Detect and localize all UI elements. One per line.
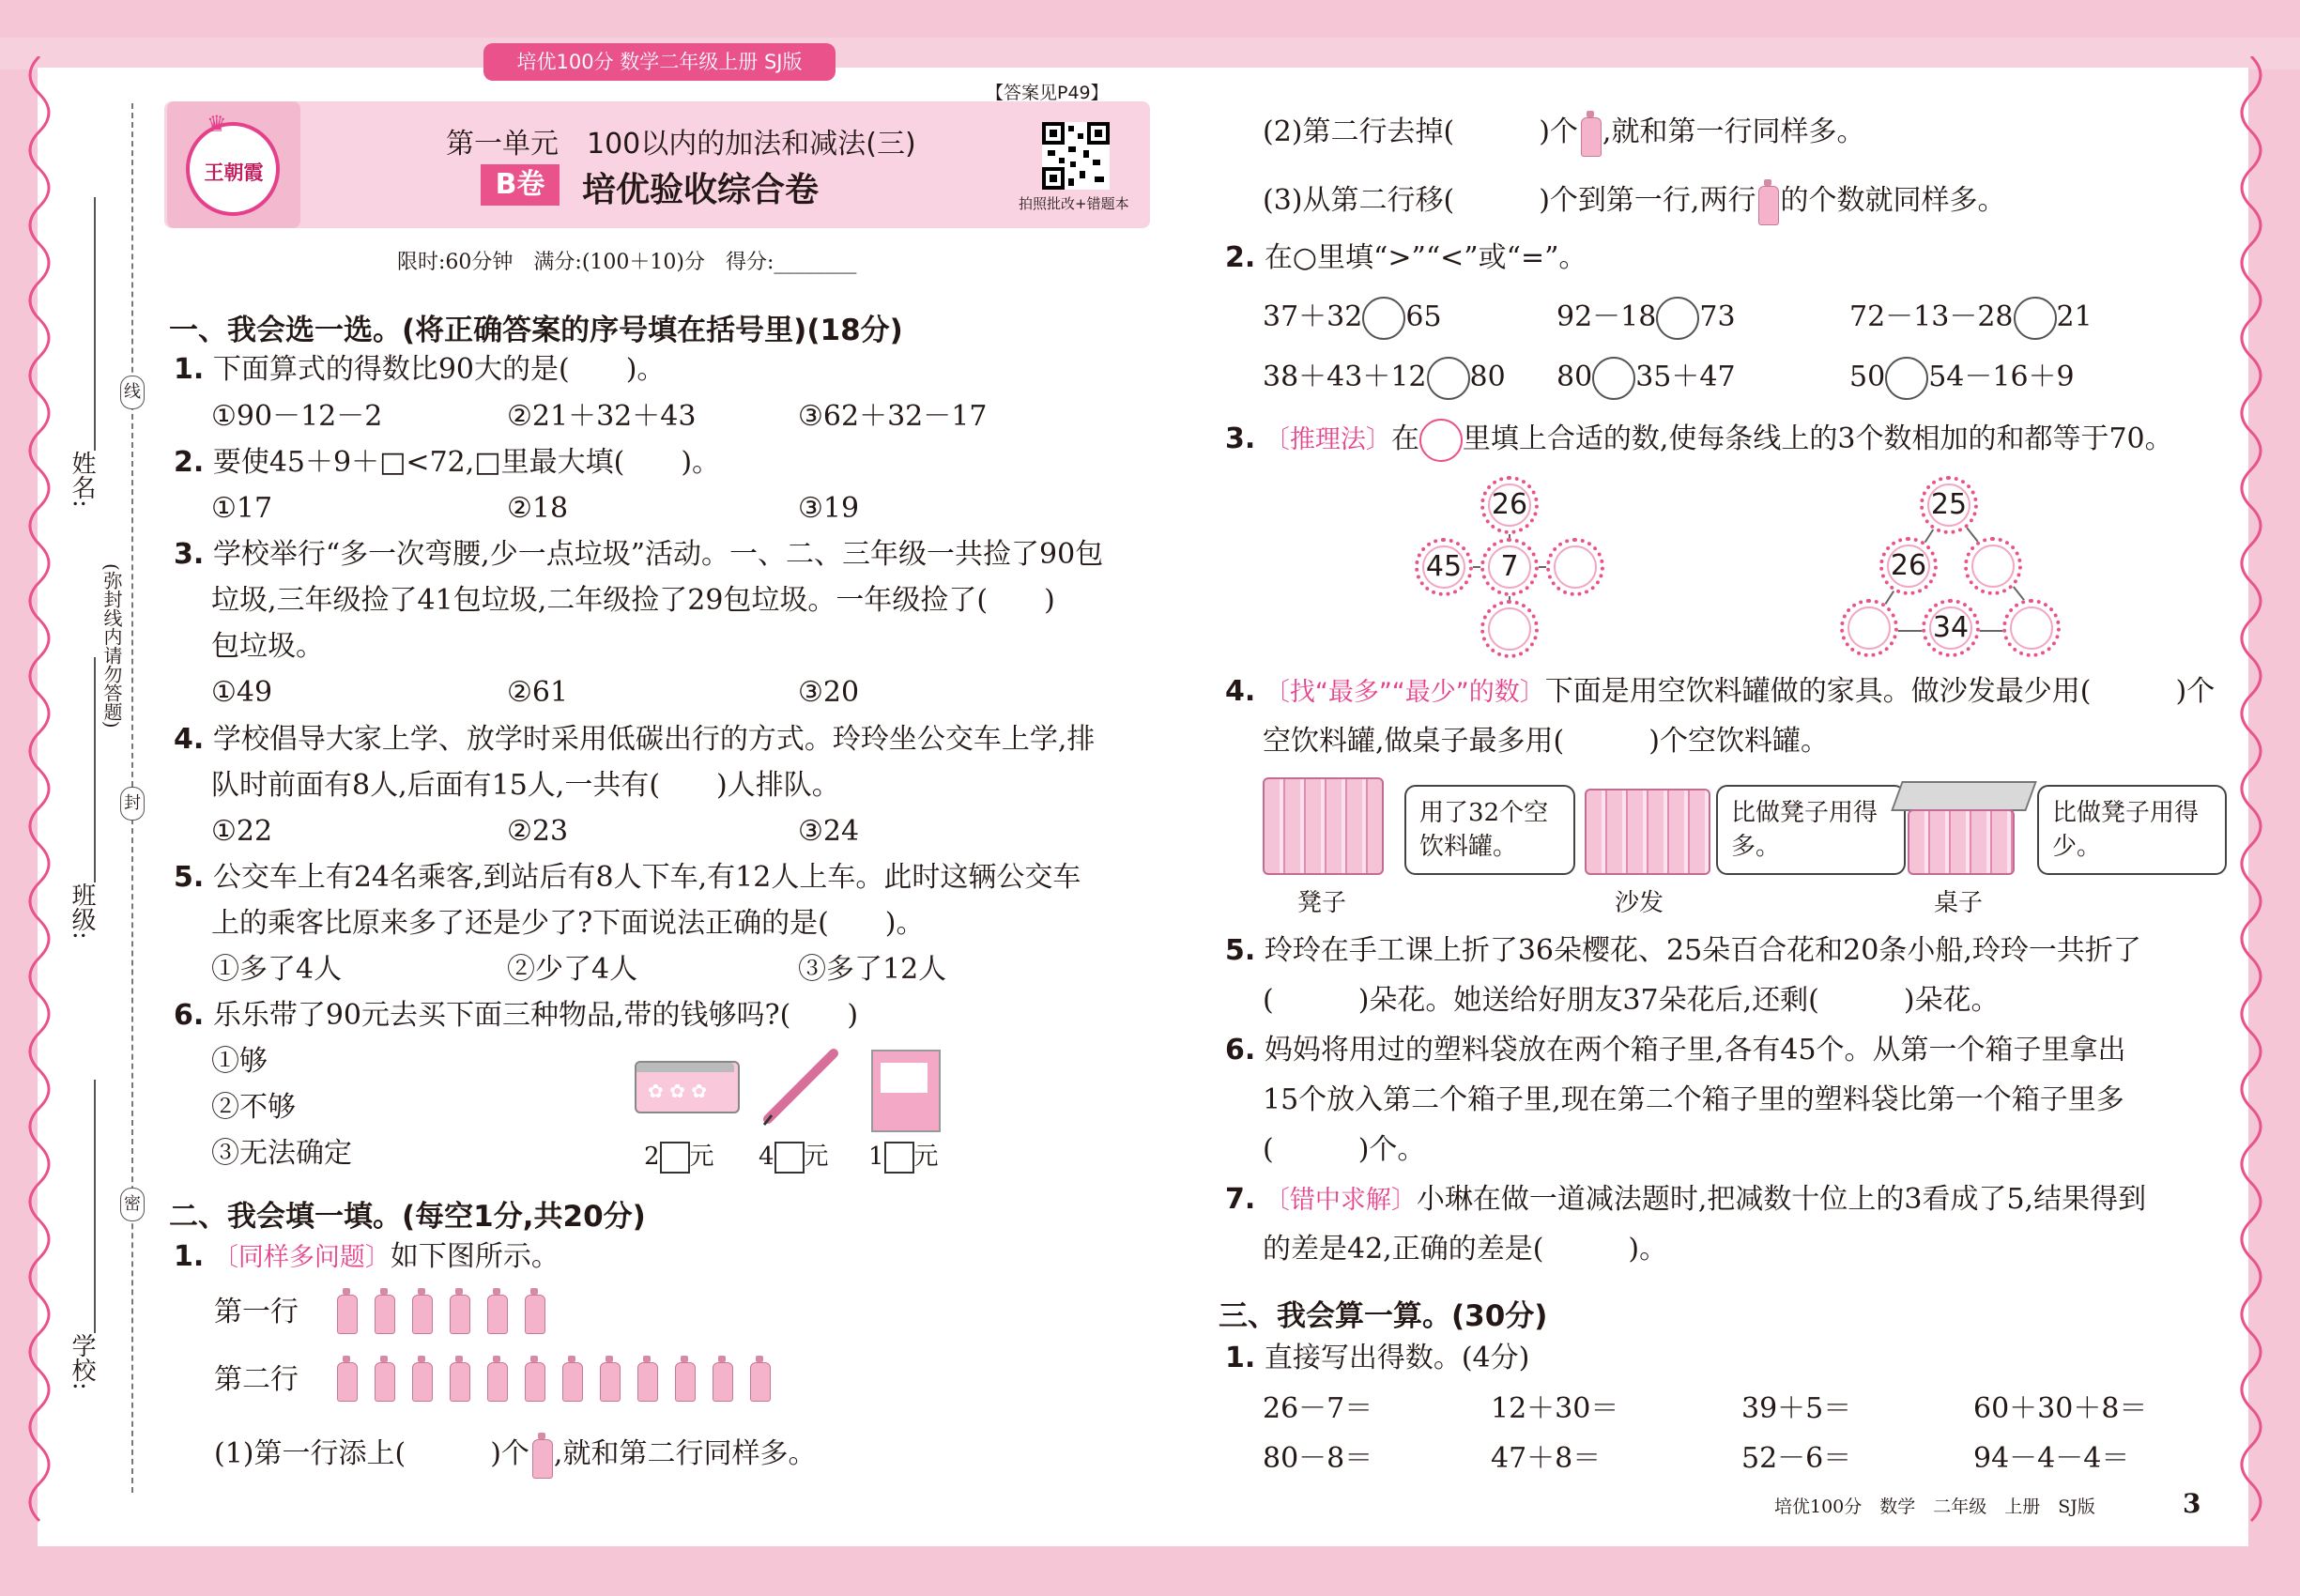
bottle-icon — [449, 1288, 469, 1333]
row2-label: 第二行 — [214, 1363, 299, 1396]
s2q4-tag: 〔找“最多”“最少”的数〕 — [1264, 678, 1545, 707]
q4-line-2: 队时前面有8人,后面有15人,一共有( )人排队。 — [211, 769, 840, 802]
top-band — [0, 38, 2300, 69]
triangle-left-mid-ring: 26 — [1879, 537, 1938, 595]
q2-option-2[interactable]: ②18 — [507, 492, 569, 525]
pen-icon — [759, 1044, 843, 1128]
bottle-icon — [524, 1288, 544, 1333]
q1-option-3[interactable]: ③62＋32－17 — [798, 400, 988, 433]
q6-option-2[interactable]: ②不够 — [211, 1091, 296, 1124]
price-pencil-case-box[interactable] — [660, 1142, 690, 1174]
triangle-right-mid-ring[interactable] — [1964, 537, 2022, 595]
compare-1: 37＋32 65 — [1263, 297, 1442, 340]
right-wave-border — [2223, 56, 2279, 1540]
bottle-icon — [449, 1356, 469, 1401]
sofa-caption: 沙发 — [1615, 889, 1664, 917]
compare-2: 92－18 73 — [1556, 297, 1736, 340]
bottle-icon — [674, 1356, 695, 1401]
triangle-bottom-mid-ring: 34 — [1922, 599, 1980, 657]
bottle-icon — [411, 1356, 432, 1401]
sofa-bubble: 比做凳子用得多。 — [1716, 785, 1906, 875]
compare-5-circle[interactable] — [1592, 357, 1635, 400]
q6-number: 6. — [174, 999, 205, 1032]
pencil-case-image: ✿ ✿ ✿ — [635, 1061, 740, 1113]
bottle-icon — [561, 1356, 582, 1401]
q3-option-1[interactable]: ①49 — [211, 676, 273, 709]
table-top — [1891, 781, 2037, 811]
header-tab: 培优100分 数学二年级上册 SJ版 — [483, 43, 836, 81]
triangle-bottom-right-ring[interactable] — [2002, 599, 2061, 657]
row1-bottles — [336, 1288, 561, 1333]
compare-4: 38＋43＋12 80 — [1263, 357, 1506, 400]
bottle-icon — [1580, 111, 1601, 156]
q5-option-2[interactable]: ②少了4人 — [507, 953, 638, 986]
line-mark: 线 — [120, 376, 145, 409]
compare-5: 80 35＋47 — [1556, 357, 1736, 400]
q1-number: 1. — [174, 353, 205, 386]
bottle-icon — [374, 1288, 394, 1333]
s2q1-sub3-a: (3)从第二行移( )个到第一行,两行 — [1263, 184, 1756, 217]
q4-option-2[interactable]: ②23 — [507, 815, 569, 848]
calc-1[interactable]: 26－7＝ — [1263, 1392, 1373, 1425]
row1-label: 第一行 — [214, 1296, 299, 1328]
s2q1-text: 如下图所示。 — [390, 1240, 560, 1273]
q1-option-1[interactable]: ①90－12－2 — [211, 400, 383, 433]
calc-7[interactable]: 52－6＝ — [1741, 1442, 1852, 1475]
s2q5-line-1: 玲玲在手工课上折了36朵樱花、25朵百合花和20条小船,玲玲一共折了 — [1264, 934, 2141, 967]
s2q2-number: 2. — [1225, 241, 1256, 274]
calc-2[interactable]: 12＋30＝ — [1491, 1392, 1619, 1425]
s2q4-line-2: 空饮料罐,做桌子最多用( )个空饮料罐。 — [1263, 725, 1829, 758]
bottle-icon — [524, 1356, 544, 1401]
s2q1-sub2-a: (2)第二行去掉( )个 — [1263, 115, 1578, 148]
worksheet-page: 培优100分 数学二年级上册 SJ版 姓名: 班级: 学校: 线 封 密 (弥封线内请勿答题) 王朝霞 ♛ 第一单元 100以内的加法和减法(三) B卷 培优验收综合卷 【答案见P49】 拍照批改+错题本 限时:60分钟 满分:(100＋10)分 得分:________ 一、我会选一选。(将正确答案的序号填在括号里)(18分) 1. 下面算式的得数比90大的是( )。 ①90－12－2 ②21＋32＋43 ③62＋32－17 2. 要使45＋9＋□<72,□里最大填( )。 ①17 ②18 ③19 3. 学校举行“多一次弯腰,少一点垃圾”活动。一、二、三年级一共捡了90包 垃圾,三年级捡了41包垃圾,二年级捡了29包垃圾。一年级捡了( ) 包垃圾。 ①49 ②61 ③20 4. 学校倡导大家上学、放学时采用低碳出行的方式。玲玲坐公交车上学,排 队时前面有8人,后面有15人,一共有( )人排队。 ①22 ②23 ③24 5. 公交车上有24名乘客,到站后有8人下车,有12人上车。此时这辆公交车 上的乘客比原来多了还是少了?下面说法正确的是( )。 ①多了4人 ②少了4人 ③多了12人 6. 乐乐带了90元去买下面三种物品,带的钱够吗?( ) ①够 ②不够 ③无法确定 ✿ ✿ ✿ 2 元 4 元 1 元 二、我会填一填。(每空1分,共20分) 1. 〔同样多问题〕如下图所示。 第一行 第二行 (1)第一行添上( )个 ,就和第二行同样多。 (2)第二行去掉( )个 ,就和第一行同样多。 (3)从第二行移( )个到第一行,两行 的个数就同样多。 2. 在○里填“>”“<”或“=”。 37＋32 65 92－18 73 72－13－28 21 38＋43＋12 80 80 35＋47 50 54－16＋9 3. 〔推理法〕在 里填上合适的数,使每条线上的3个数相加的和都等于70。 26 45 7 25 26 34 4. 〔找“最多”“最少”的数〕下面是用空饮料罐做的家具。做沙发最少用( )个 空饮料罐,做桌子最多用( )个空饮料罐。 用了32个空饮料罐。 凳子 比做凳子用得多。 沙发 比做凳子用得少。 桌子 5. 玲玲在手工课上折了36朵樱花、25朵百合花和20条小船,玲玲一共折了 ( )朵花。她送给好朋友37朵花后,还剩( )朵花。 6. 妈妈将用过的塑料袋放在两个箱子里,各有45个。从第一个箱子里拿出 15个放入第二个箱子里,现在第二个箱子里的塑料袋比第一个箱子里多 ( )个。 7. 〔错中求解〕小琳在做一道减法题时,把减数十位上的3看成了5,结果得到 的差是42,正确的差是( )。 三、我会算一算。(30分) 1. 直接写出得数。(4分) 26－7＝ 12＋30＝ 39＋5＝ 60＋30＋8＝ 80－8＝ 47＋8＝ 52－6＝ 94－4－4＝ 培优100分 数学 二年级 上册 SJ版 3 — [0, 0, 2300, 1596]
notebook-image — [871, 1050, 941, 1132]
s2q1-sub1-b: ,就和第二行同样多。 — [553, 1437, 817, 1470]
q4-number: 4. — [174, 723, 205, 756]
s2q3-number: 3. — [1225, 422, 1256, 455]
crown-icon: ♛ — [207, 111, 227, 137]
q6-text: 乐乐带了90元去买下面三种物品,带的钱够吗?( ) — [212, 999, 859, 1032]
bottle-icon — [486, 1288, 507, 1333]
q3-option-2[interactable]: ②61 — [507, 676, 569, 709]
name-label: 姓名: — [68, 451, 96, 508]
bottle-icon — [749, 1356, 770, 1401]
calc-8[interactable]: 94－4－4＝ — [1973, 1442, 2130, 1475]
compare-6: 50 54－16＋9 — [1849, 357, 2075, 400]
stool-image — [1263, 777, 1384, 875]
compare-3-circle[interactable] — [2014, 297, 2057, 340]
binding-note: (弥封线内请勿答题) — [100, 563, 123, 729]
bottle-icon — [599, 1356, 620, 1401]
s3q1-number: 1. — [1225, 1342, 1256, 1374]
q5-number: 5. — [174, 861, 205, 894]
s2q1-number: 1. — [174, 1240, 205, 1273]
class-blank — [94, 657, 96, 882]
price-pen-box[interactable] — [774, 1142, 805, 1174]
sofa-image — [1585, 789, 1710, 875]
bottle-icon — [636, 1356, 657, 1401]
q5-option-3[interactable]: ③多了12人 — [798, 953, 947, 986]
qr-code-icon[interactable] — [1042, 122, 1110, 190]
s2q3-circle-icon — [1419, 419, 1463, 462]
s2q2-text: 在○里填“>”“<”或“=”。 — [1264, 241, 1587, 274]
cross-bottom-ring[interactable] — [1480, 600, 1539, 658]
paper-badge: B卷 — [481, 164, 560, 206]
q5-line-2: 上的乘客比原来多了还是少了?下面说法正确的是( )。 — [211, 907, 925, 940]
s2q5-number: 5. — [1225, 934, 1256, 967]
price-notebook-box[interactable] — [884, 1142, 914, 1174]
q1-option-2[interactable]: ②21＋32＋43 — [507, 400, 697, 433]
compare-4-circle[interactable] — [1427, 357, 1470, 400]
q4-option-3[interactable]: ③24 — [798, 815, 860, 848]
s2q4-number: 4. — [1225, 675, 1256, 708]
s2q1-tag: 〔同样多问题〕 — [212, 1243, 391, 1272]
bottle-icon — [374, 1356, 394, 1401]
qr-caption: 拍照批改+错题本 — [1019, 195, 1129, 212]
price-pen: 4 元 — [759, 1141, 829, 1174]
bottle-icon — [1757, 179, 1778, 224]
s2q6-line-3: ( )个。 — [1263, 1133, 1426, 1166]
q6-option-1[interactable]: ①够 — [211, 1045, 268, 1078]
s2q7-line-1: 小琳在做一道减法题时,把减数十位上的3看成了5,结果得到 — [1416, 1183, 2147, 1216]
s2q1-sub2-b: ,就和第一行同样多。 — [1602, 115, 1865, 148]
name-blank — [94, 197, 96, 451]
answer-ref: 【答案见P49】 — [986, 83, 1109, 103]
q4-option-1[interactable]: ①22 — [211, 815, 273, 848]
bottle-icon — [531, 1433, 552, 1478]
left-wave-border — [11, 56, 68, 1540]
stool-caption: 凳子 — [1297, 889, 1347, 917]
class-label: 班级: — [68, 882, 96, 940]
s2q7-line-2: 的差是42,正确的差是( )。 — [1263, 1233, 1668, 1266]
q2-option-1[interactable]: ①17 — [211, 492, 273, 525]
price-notebook: 1 元 — [868, 1141, 939, 1174]
table-bubble: 比做凳子用得少。 — [2037, 785, 2227, 875]
s2q7-number: 7. — [1225, 1183, 1256, 1216]
unit-title: 第一单元 100以内的加法和减法(三) — [446, 128, 916, 161]
s2q3-tag: 〔推理法〕 — [1264, 425, 1391, 454]
bottle-icon — [336, 1288, 357, 1333]
price-pencil-case: 2 元 — [644, 1141, 714, 1174]
section1-title: 一、我会选一选。(将正确答案的序号填在括号里)(18分) — [169, 314, 903, 347]
s2q4-line-1: 下面是用空饮料罐做的家具。做沙发最少用( )个 — [1544, 675, 2216, 708]
s2q6-number: 6. — [1225, 1034, 1256, 1067]
s2q1-sub3-b: 的个数就同样多。 — [1780, 184, 2006, 217]
bind-mark: 密 — [120, 1188, 145, 1221]
footer-text: 培优100分 数学 二年级 上册 SJ版 — [1774, 1496, 2095, 1517]
compare-3: 72－13－28 21 — [1849, 297, 2093, 340]
section2-title: 二、我会填一填。(每空1分,共20分) — [169, 1200, 646, 1234]
bottle-icon — [336, 1356, 357, 1401]
school-blank — [94, 1080, 96, 1333]
triangle-bottom-left-ring[interactable] — [1840, 599, 1898, 657]
bottle-icon — [411, 1288, 432, 1333]
q6-option-3[interactable]: ③无法确定 — [211, 1137, 352, 1170]
s2q1-sub1-a: (1)第一行添上( )个 — [214, 1437, 529, 1470]
q3-line-3: 包垃圾。 — [211, 630, 324, 663]
compare-2-circle[interactable] — [1656, 297, 1699, 340]
q2-number: 2. — [174, 446, 205, 479]
q4-line-1: 学校倡导大家上学、放学时采用低碳出行的方式。玲玲坐公交车上学,排 — [212, 723, 1096, 756]
s2q7-tag: 〔错中求解〕 — [1264, 1186, 1417, 1215]
brand-logo — [167, 101, 300, 228]
s2q6-line-1: 妈妈将用过的塑料袋放在两个箱子里,各有45个。从第一个箱子里拿出 — [1264, 1034, 2126, 1067]
s3q1-text: 直接写出得数。(4分) — [1264, 1342, 1530, 1374]
calc-5[interactable]: 80－8＝ — [1263, 1442, 1373, 1475]
exam-meta: 限时:60分钟 满分:(100＋10)分 得分:________ — [397, 251, 857, 274]
cross-center-ring: 7 — [1480, 538, 1539, 596]
stool-bubble: 用了32个空饮料罐。 — [1404, 785, 1575, 875]
calc-4[interactable]: 60＋30＋8＝ — [1973, 1392, 2148, 1425]
compare-1-circle[interactable] — [1362, 297, 1405, 340]
table-caption: 桌子 — [1934, 889, 1984, 917]
section3-title: 三、我会算一算。(30分) — [1219, 1299, 1548, 1333]
bottle-icon — [712, 1356, 732, 1401]
q3-line-1: 学校举行“多一次弯腰,少一点垃圾”活动。一、二、三年级一共捡了90包 — [212, 538, 1104, 571]
calc-3[interactable]: 39＋5＝ — [1741, 1392, 1852, 1425]
cross-left-ring: 45 — [1415, 538, 1473, 596]
seal-mark: 封 — [120, 787, 145, 821]
q1-text: 下面算式的得数比90大的是( )。 — [212, 353, 666, 386]
cross-right-ring[interactable] — [1546, 538, 1604, 596]
q2-text: 要使45＋9＋□<72,□里最大填( )。 — [212, 446, 721, 479]
q2-option-3[interactable]: ③19 — [798, 492, 860, 525]
row2-bottles — [336, 1356, 787, 1401]
compare-6-circle[interactable] — [1885, 357, 1928, 400]
q3-line-2: 垃圾,三年级捡了41包垃圾,二年级捡了29包垃圾。一年级捡了( ) — [211, 584, 1055, 617]
paper-title: 培优验收综合卷 — [582, 171, 820, 209]
q5-option-1[interactable]: ①多了4人 — [211, 953, 343, 986]
q3-number: 3. — [174, 538, 205, 571]
table-image — [1908, 809, 2015, 875]
triangle-top-ring: 25 — [1920, 476, 1978, 534]
bottle-icon — [486, 1356, 507, 1401]
s2q5-line-2: ( )朵花。她送给好朋友37朵花后,还剩( )朵花。 — [1263, 984, 2000, 1017]
s2q6-line-2: 15个放入第二个箱子里,现在第二个箱子里的塑料袋比第一个箱子里多 — [1263, 1083, 2124, 1116]
logo-text: 王朝霞 — [204, 161, 264, 184]
school-label: 学校: — [68, 1333, 96, 1390]
calc-6[interactable]: 47＋8＝ — [1491, 1442, 1602, 1475]
q5-line-1: 公交车上有24名乘客,到站后有8人下车,有12人上车。此时这辆公交车 — [212, 861, 1081, 894]
cross-top-ring: 26 — [1480, 476, 1539, 534]
page-number: 3 — [2183, 1488, 2201, 1519]
q3-option-3[interactable]: ③20 — [798, 676, 860, 709]
